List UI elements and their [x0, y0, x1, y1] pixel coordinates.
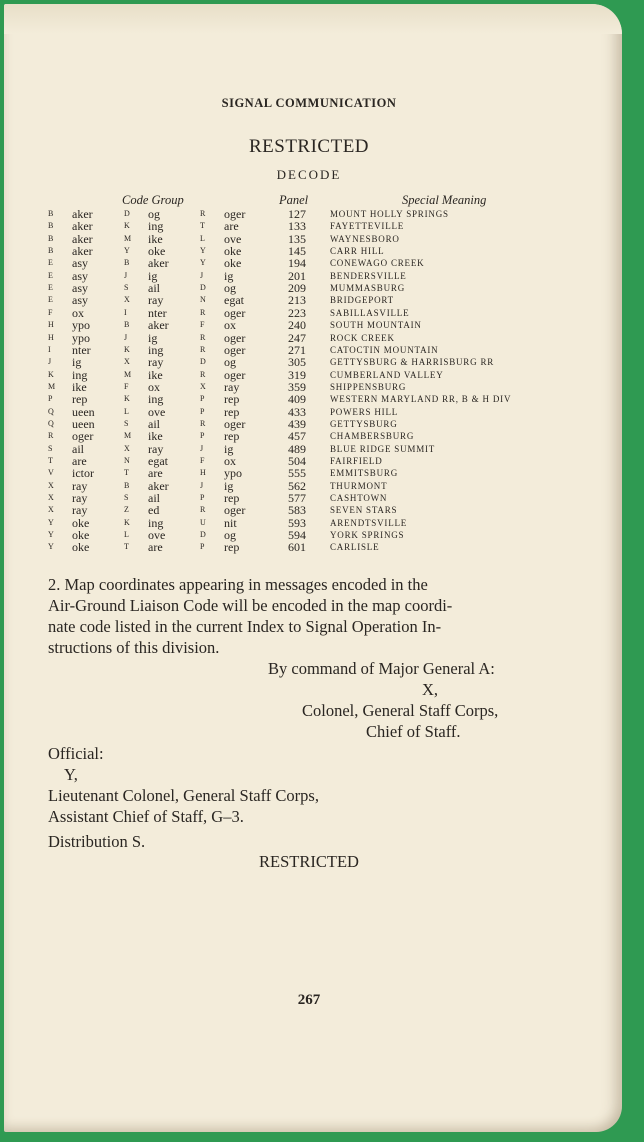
restricted-marking-top: RESTRICTED	[248, 136, 370, 157]
table-row	[4, 430, 614, 442]
code-letter-2: X	[124, 295, 130, 305]
code-word-3: oger	[224, 207, 246, 221]
code-letter-2: Z	[124, 505, 129, 515]
code-letter-2: S	[124, 283, 129, 293]
code-word-1: ig	[72, 355, 82, 370]
code-letter-1: J	[48, 357, 52, 367]
code-word-2: ed	[148, 503, 160, 518]
special-meaning: CASHTOWN	[330, 493, 388, 504]
code-letter-3: N	[200, 295, 206, 305]
code-letter-3: L	[200, 233, 205, 243]
table-row	[4, 270, 614, 282]
special-meaning: CHAMBERSBURG	[330, 431, 415, 442]
code-word-2: are	[148, 540, 163, 555]
table-row	[4, 307, 614, 319]
code-word-3: rep	[224, 404, 240, 419]
code-word-2: ing	[148, 342, 164, 357]
code-word-1: ox	[72, 305, 84, 320]
table-row	[4, 443, 614, 455]
code-letter-2: S	[124, 418, 129, 428]
code-letter-1: Y	[48, 542, 54, 552]
code-word-2: ove	[148, 404, 166, 419]
code-word-3: ypo	[224, 466, 242, 481]
code-letter-1: X	[48, 480, 54, 490]
table-row	[4, 319, 614, 331]
special-meaning: CONEWAGO CREEK	[330, 258, 425, 269]
code-word-2: ail	[148, 416, 160, 431]
code-word-1: aker	[72, 231, 93, 246]
code-word-2: ing	[148, 515, 164, 530]
code-word-3: ox	[224, 454, 236, 468]
panel-number: 145	[288, 244, 306, 259]
code-letter-1: R	[48, 431, 54, 441]
panel-number: 439	[288, 416, 306, 431]
code-word-1: ike	[72, 379, 87, 394]
special-meaning: CUMBERLAND VALLEY	[330, 369, 444, 380]
table-row	[4, 418, 614, 430]
code-word-3: oger	[224, 305, 246, 320]
panel-number: 247	[288, 330, 306, 345]
table-row	[4, 529, 614, 541]
code-word-1: ray	[72, 503, 88, 518]
code-word-1: ray	[72, 478, 88, 493]
restricted-marking-bottom: RESTRICTED	[259, 852, 359, 871]
code-word-1: asy	[72, 293, 88, 308]
code-word-3: oger	[224, 367, 246, 382]
code-word-3: og	[224, 355, 236, 370]
code-letter-2: K	[124, 344, 130, 354]
panel-number: 133	[288, 219, 306, 234]
table-row	[4, 541, 614, 553]
code-word-1: ail	[72, 441, 84, 456]
code-word-1: aker	[72, 219, 93, 234]
code-letter-3: F	[200, 320, 205, 330]
table-row	[4, 245, 614, 257]
code-letter-2: M	[124, 431, 132, 441]
code-letter-2: B	[124, 480, 130, 490]
code-letter-1: Y	[48, 530, 54, 540]
code-word-2: egat	[148, 454, 168, 468]
code-letter-2: Y	[124, 246, 130, 256]
code-word-1: ictor	[72, 466, 94, 481]
code-letter-1: P	[48, 394, 53, 404]
code-word-2: ing	[148, 219, 164, 234]
table-row	[4, 344, 614, 356]
code-word-2: ray	[148, 441, 164, 456]
table-row	[4, 294, 614, 306]
code-letter-3: T	[200, 221, 205, 231]
table-row	[4, 332, 614, 344]
code-word-1: oke	[72, 540, 90, 555]
code-letter-3: R	[200, 369, 206, 379]
special-meaning: SEVEN STARS	[330, 505, 398, 516]
code-letter-2: X	[124, 357, 130, 367]
table-row	[4, 233, 614, 245]
code-word-3: og	[224, 528, 236, 543]
code-letter-1: B	[48, 233, 54, 243]
panel-number: 127	[288, 207, 306, 221]
panel-number: 583	[288, 503, 306, 518]
panel-number: 319	[288, 367, 306, 382]
code-word-1: nter	[72, 342, 91, 357]
code-letter-2: J	[124, 270, 128, 280]
code-word-3: ig	[224, 441, 234, 456]
code-word-1: oger	[72, 429, 94, 444]
special-meaning: SHIPPENSBURG	[330, 381, 407, 392]
special-meaning: MOUNT HOLLY SPRINGS	[330, 209, 449, 219]
chief-of-staff: Chief of Staff.	[366, 722, 461, 741]
panel-number: 209	[288, 281, 306, 296]
table-row	[4, 369, 614, 381]
panel-number: 359	[288, 379, 306, 394]
code-letter-2: X	[124, 443, 130, 453]
code-word-1: are	[72, 454, 87, 468]
panel-number: 271	[288, 342, 306, 357]
panel-number: 577	[288, 491, 306, 506]
code-letter-1: I	[48, 344, 51, 354]
table-row	[4, 220, 614, 232]
code-word-2: are	[148, 466, 163, 481]
code-letter-1: T	[48, 456, 53, 465]
code-letter-3: P	[200, 394, 205, 404]
code-letter-2: K	[124, 517, 130, 527]
table-row	[4, 208, 614, 220]
code-letter-2: F	[124, 381, 129, 391]
paragraph-line: structions of this division.	[48, 638, 220, 657]
panel-number: 489	[288, 441, 306, 456]
code-letter-2: S	[124, 493, 129, 503]
book-page	[4, 4, 622, 1132]
code-word-1: oke	[72, 528, 90, 543]
code-word-3: ig	[224, 268, 234, 283]
code-letter-3: R	[200, 344, 206, 354]
colonel-title: Colonel, General Staff Corps,	[302, 701, 499, 720]
code-letter-1: F	[48, 307, 53, 317]
code-word-3: ig	[224, 478, 234, 493]
special-meaning: SABILLASVILLE	[330, 307, 410, 318]
code-word-3: oke	[224, 256, 242, 271]
panel-number: 213	[288, 293, 306, 308]
code-word-2: ail	[148, 491, 160, 506]
code-word-3: og	[224, 281, 236, 296]
paragraph-line: Air-Ground Liaison Code will be encoded in the map coordi-	[48, 596, 453, 615]
code-word-3: rep	[224, 429, 240, 444]
code-word-2: og	[148, 207, 160, 221]
table-row	[4, 517, 614, 529]
code-letter-2: M	[124, 369, 132, 379]
code-letter-1: Q	[48, 406, 54, 416]
panel-number: 594	[288, 528, 306, 543]
special-meaning: MUMMASBURG	[330, 283, 406, 294]
code-word-3: oger	[224, 503, 246, 518]
section-title: DECODE	[276, 167, 342, 182]
code-letter-2: M	[124, 233, 132, 243]
code-letter-3: F	[200, 456, 205, 465]
special-meaning: ROCK CREEK	[330, 332, 395, 343]
panel-number: 135	[288, 231, 306, 246]
code-word-1: ueen	[72, 404, 95, 419]
panel-number: 593	[288, 515, 306, 530]
code-word-1: ray	[72, 491, 88, 506]
special-meaning: BENDERSVILLE	[330, 270, 407, 281]
code-word-2: nter	[148, 305, 167, 320]
panel-number: 457	[288, 429, 306, 444]
panel-number: 201	[288, 268, 306, 283]
table-row	[4, 480, 614, 492]
code-letter-1: H	[48, 332, 54, 342]
code-letter-1: E	[48, 258, 53, 268]
special-meaning: GETTYSBURG	[330, 418, 398, 429]
special-meaning: THURMONT	[330, 480, 388, 491]
lt-colonel-title: Lieutenant Colonel, General Staff Corps,	[48, 786, 319, 805]
code-word-2: ove	[148, 528, 166, 543]
table-row	[4, 257, 614, 269]
code-word-2: aker	[148, 256, 169, 271]
code-word-2: ing	[148, 392, 164, 407]
code-letter-1: B	[48, 209, 54, 218]
code-letter-2: L	[124, 530, 129, 540]
code-letter-3: R	[200, 418, 206, 428]
code-letter-3: H	[200, 468, 206, 478]
table-row	[4, 455, 614, 467]
table-row	[4, 467, 614, 479]
code-letter-1: X	[48, 505, 54, 515]
assistant-chief-title: Assistant Chief of Staff, G–3.	[48, 807, 244, 826]
code-word-2: oke	[148, 244, 166, 259]
code-letter-3: J	[200, 270, 204, 280]
code-letter-1: V	[48, 468, 54, 478]
code-letter-1: X	[48, 493, 54, 503]
table-row	[4, 381, 614, 393]
official-label: Official:	[48, 744, 104, 763]
code-letter-2: L	[124, 406, 129, 416]
code-word-1: rep	[72, 392, 88, 407]
panel-number: 409	[288, 392, 306, 407]
code-word-2: ike	[148, 367, 163, 382]
code-letter-3: P	[200, 493, 205, 503]
code-word-2: ray	[148, 355, 164, 370]
signatory-x: X,	[422, 680, 439, 699]
special-meaning: CARR HILL	[330, 246, 385, 257]
code-letter-2: D	[124, 209, 130, 218]
code-word-3: rep	[224, 491, 240, 506]
code-word-3: oke	[224, 244, 242, 259]
panel-number: 305	[288, 355, 306, 370]
code-word-2: ike	[148, 429, 163, 444]
code-letter-2: B	[124, 258, 130, 268]
code-letter-3: D	[200, 357, 206, 367]
code-word-3: ox	[224, 318, 236, 333]
code-letter-3: R	[200, 209, 206, 218]
code-word-3: rep	[224, 540, 240, 555]
running-head: SIGNAL COMMUNICATION	[221, 96, 397, 110]
code-word-1: aker	[72, 244, 93, 259]
code-word-2: ike	[148, 231, 163, 246]
code-letter-2: N	[124, 456, 130, 465]
code-letter-1: E	[48, 295, 53, 305]
code-letter-3: R	[200, 332, 206, 342]
code-word-2: ail	[148, 281, 160, 296]
code-letter-1: E	[48, 270, 53, 280]
code-letter-3: D	[200, 283, 206, 293]
panel-number: 433	[288, 404, 306, 419]
paragraph-line: nate code listed in the current Index to Signal Operation In-	[48, 617, 442, 636]
panel-number: 562	[288, 478, 306, 493]
special-meaning: GETTYSBURG & HARRISBURG RR	[330, 357, 495, 368]
code-letter-1: K	[48, 369, 54, 379]
code-letter-2: T	[124, 542, 129, 552]
code-word-1: ypo	[72, 318, 90, 333]
code-letter-3: D	[200, 530, 206, 540]
panel-number: 223	[288, 305, 306, 320]
code-word-1: ypo	[72, 330, 90, 345]
code-letter-2: K	[124, 394, 130, 404]
code-word-2: aker	[148, 318, 169, 333]
table-row	[4, 282, 614, 294]
special-meaning: BLUE RIDGE SUMMIT	[330, 443, 436, 454]
page-number: 267	[297, 992, 321, 1008]
code-word-1: asy	[72, 281, 88, 296]
distribution-line: Distribution S.	[48, 832, 146, 851]
code-letter-1: Q	[48, 418, 54, 428]
code-word-1: asy	[72, 256, 88, 271]
code-word-3: egat	[224, 293, 244, 308]
special-meaning: ARENDTSVILLE	[330, 517, 408, 528]
code-word-2: aker	[148, 478, 169, 493]
code-letter-1: E	[48, 283, 53, 293]
code-letter-3: P	[200, 542, 205, 552]
code-word-2: ig	[148, 330, 158, 345]
code-letter-3: U	[200, 517, 206, 527]
code-word-1: ing	[72, 367, 88, 382]
special-meaning: FAYETTEVILLE	[330, 221, 405, 232]
table-row	[4, 356, 614, 368]
code-letter-3: Y	[200, 246, 206, 256]
header-panel: Panel	[279, 193, 309, 207]
special-meaning: EMMITSBURG	[330, 468, 399, 479]
paragraph-line: 2. Map coordinates appearing in messages encoded in the	[48, 575, 428, 594]
code-letter-1: Y	[48, 517, 54, 527]
code-letter-3: J	[200, 443, 204, 453]
special-meaning: POWERS HILL	[330, 406, 399, 417]
code-letter-2: I	[124, 307, 127, 317]
code-letter-2: J	[124, 332, 128, 342]
special-meaning: CARLISLE	[330, 542, 380, 553]
code-word-3: oger	[224, 416, 246, 431]
code-word-3: ray	[224, 379, 240, 394]
code-word-3: rep	[224, 392, 240, 407]
code-letter-3: P	[200, 406, 205, 416]
by-command-line: By command of Major General A:	[268, 659, 495, 678]
header-code-group: Code Group	[122, 193, 184, 207]
code-word-1: ueen	[72, 416, 95, 431]
code-letter-3: X	[200, 381, 206, 391]
code-word-3: are	[224, 219, 239, 234]
code-word-1: aker	[72, 207, 93, 221]
code-letter-3: Y	[200, 258, 206, 268]
code-letter-3: P	[200, 431, 205, 441]
code-letter-2: T	[124, 468, 129, 478]
code-letter-3: J	[200, 480, 204, 490]
code-word-2: ray	[148, 293, 164, 308]
code-word-2: ig	[148, 268, 158, 283]
table-row	[4, 492, 614, 504]
signatory-y: Y,	[64, 765, 78, 784]
code-letter-2: B	[124, 320, 130, 330]
panel-number: 194	[288, 256, 306, 271]
code-letter-1: B	[48, 246, 54, 256]
code-word-3: oger	[224, 330, 246, 345]
special-meaning: FAIRFIELD	[330, 456, 383, 466]
panel-number: 601	[288, 540, 306, 555]
table-row	[4, 504, 614, 516]
code-letter-3: R	[200, 307, 206, 317]
table-row	[4, 393, 614, 405]
code-letter-1: M	[48, 381, 56, 391]
header-special-meaning: Special Meaning	[402, 193, 487, 207]
code-word-3: oger	[224, 342, 246, 357]
panel-number: 504	[288, 454, 306, 468]
special-meaning: SOUTH MOUNTAIN	[330, 320, 422, 331]
code-letter-1: H	[48, 320, 54, 330]
code-word-1: oke	[72, 515, 90, 530]
special-meaning: CATOCTIN MOUNTAIN	[330, 344, 439, 355]
code-word-1: asy	[72, 268, 88, 283]
paragraph-2	[48, 574, 576, 658]
code-letter-1: B	[48, 221, 54, 231]
panel-number: 240	[288, 318, 306, 333]
special-meaning: WAYNESBORO	[330, 233, 400, 244]
code-word-3: ove	[224, 231, 242, 246]
special-meaning: BRIDGEPORT	[330, 295, 394, 306]
code-word-3: nit	[224, 515, 237, 530]
code-letter-1: S	[48, 443, 53, 453]
table-row	[4, 406, 614, 418]
special-meaning: WESTERN MARYLAND RR, B & H DIV	[330, 394, 512, 405]
code-word-2: ox	[148, 379, 160, 394]
special-meaning: YORK SPRINGS	[330, 530, 405, 541]
code-letter-2: K	[124, 221, 130, 231]
code-letter-3: R	[200, 505, 206, 515]
panel-number: 555	[288, 466, 306, 481]
